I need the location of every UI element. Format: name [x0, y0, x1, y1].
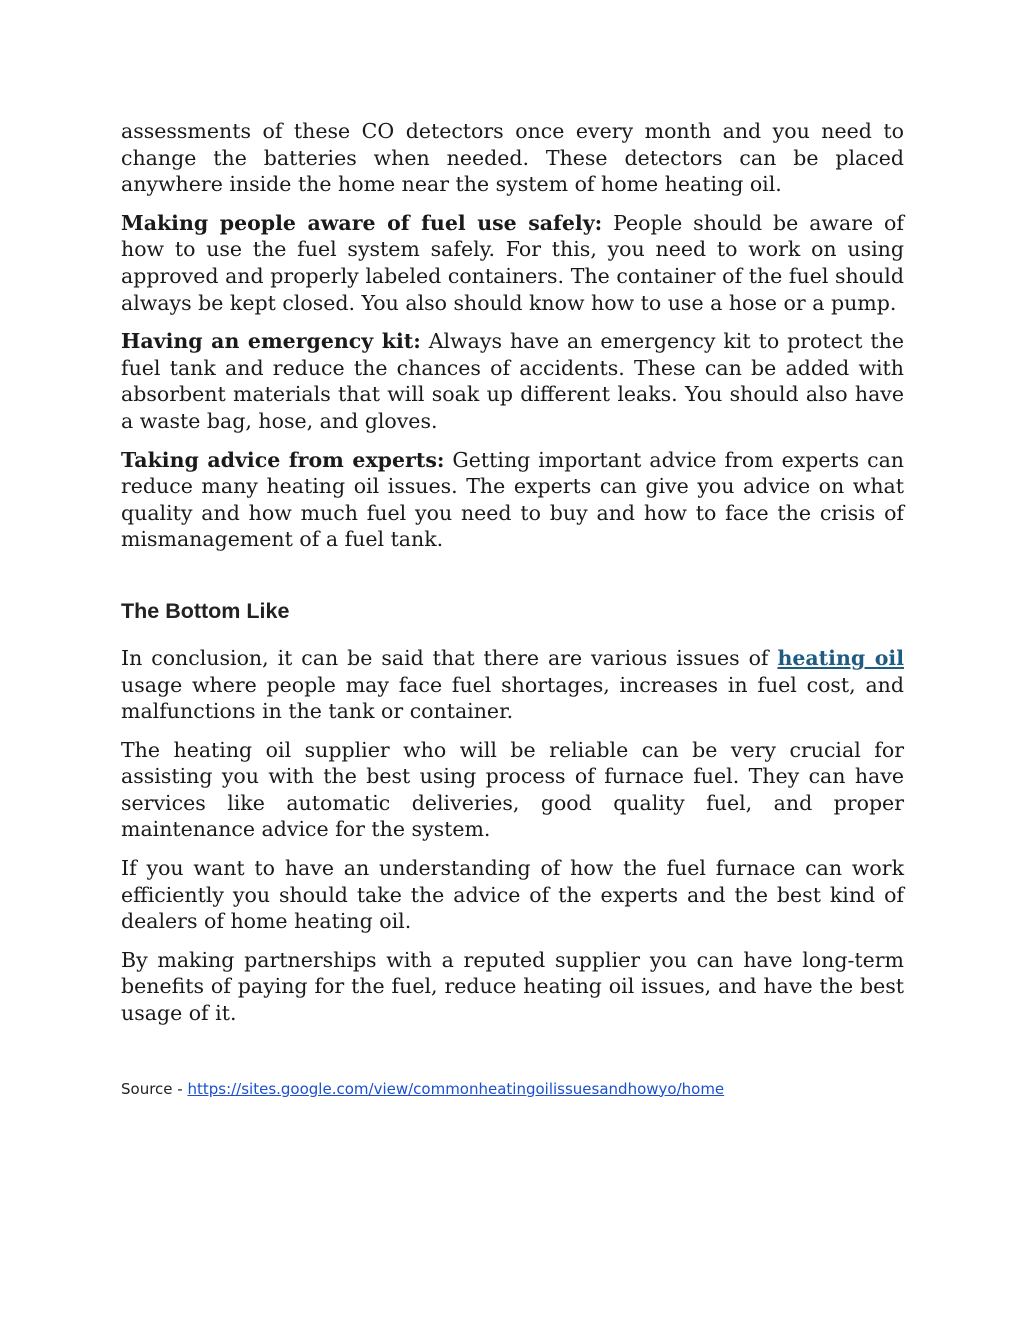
partnerships-paragraph: By making partnerships with a reputed supplier you can have long-term benefits of paying for the fuel, reduce heating oil issues, and have the best usage of it. [121, 947, 904, 1026]
understanding-paragraph: If you want to have an understanding of how the fuel furnace can work efficiently you should take the advice of the experts and the best kind of dealers of home heating oil. [121, 856, 904, 934]
expert-advice-paragraph [121, 447, 904, 553]
conclusion-paragraph [121, 645, 904, 725]
emergency-kit-paragraph [121, 328, 904, 434]
expert-advice-text: Getting important advice from experts can reduce many heating oil issues. The experts can give you advice on what quality and how much fuel you need to buy and how to face the crisis of mismanagement of a fuel tank. [121, 447, 904, 552]
fuel-safety-paragraph [121, 210, 904, 316]
document-page [121, 118, 904, 1099]
section-heading: The Bottom Like [121, 598, 290, 623]
conclusion-after-link: usage where people may face fuel shortages, increases in fuel cost, and malfunctions in the tank or container. [121, 672, 904, 724]
expert-advice-lead: Taking advice from experts: [121, 447, 445, 472]
fuel-safety-text: People should be aware of how to use the fuel system safely. For this, you need to work on using approved and properly labeled containers. The container of the fuel should always be kept closed. You also should know how to use a hose or a pump. [121, 210, 904, 315]
intro-continuation-paragraph: assessments of these CO detectors once every month and you need to change the batteries when needed. These detectors can be placed anywhere inside the home near the system of home heating oil. [121, 119, 904, 197]
source-link[interactable]: https://sites.google.com/view/commonheatingoilissuesandhowyo/home [187, 1079, 725, 1098]
conclusion-before-link: In conclusion, it can be said that there are various issues of [121, 645, 778, 670]
emergency-kit-lead: Having an emergency kit: [121, 329, 421, 354]
fuel-safety-lead: Making people aware of fuel use safely: [121, 210, 603, 235]
heating-oil-link[interactable]: heating oil [777, 645, 904, 670]
supplier-paragraph: The heating oil supplier who will be reliable can be very crucial for assisting you with the best using process of furnace fuel. They can have services like automatic deliveries, good quality fuel, and proper maintenance advice for the system. [121, 737, 904, 842]
emergency-kit-text: Always have an emergency kit to protect the fuel tank and reduce the chances of accidents. These can be added with absorbent materials that will soak up different leaks. You should also have a waste bag, hose, and gloves. [121, 329, 905, 433]
source-line [121, 1079, 904, 1099]
source-label: Source - [121, 1079, 188, 1098]
